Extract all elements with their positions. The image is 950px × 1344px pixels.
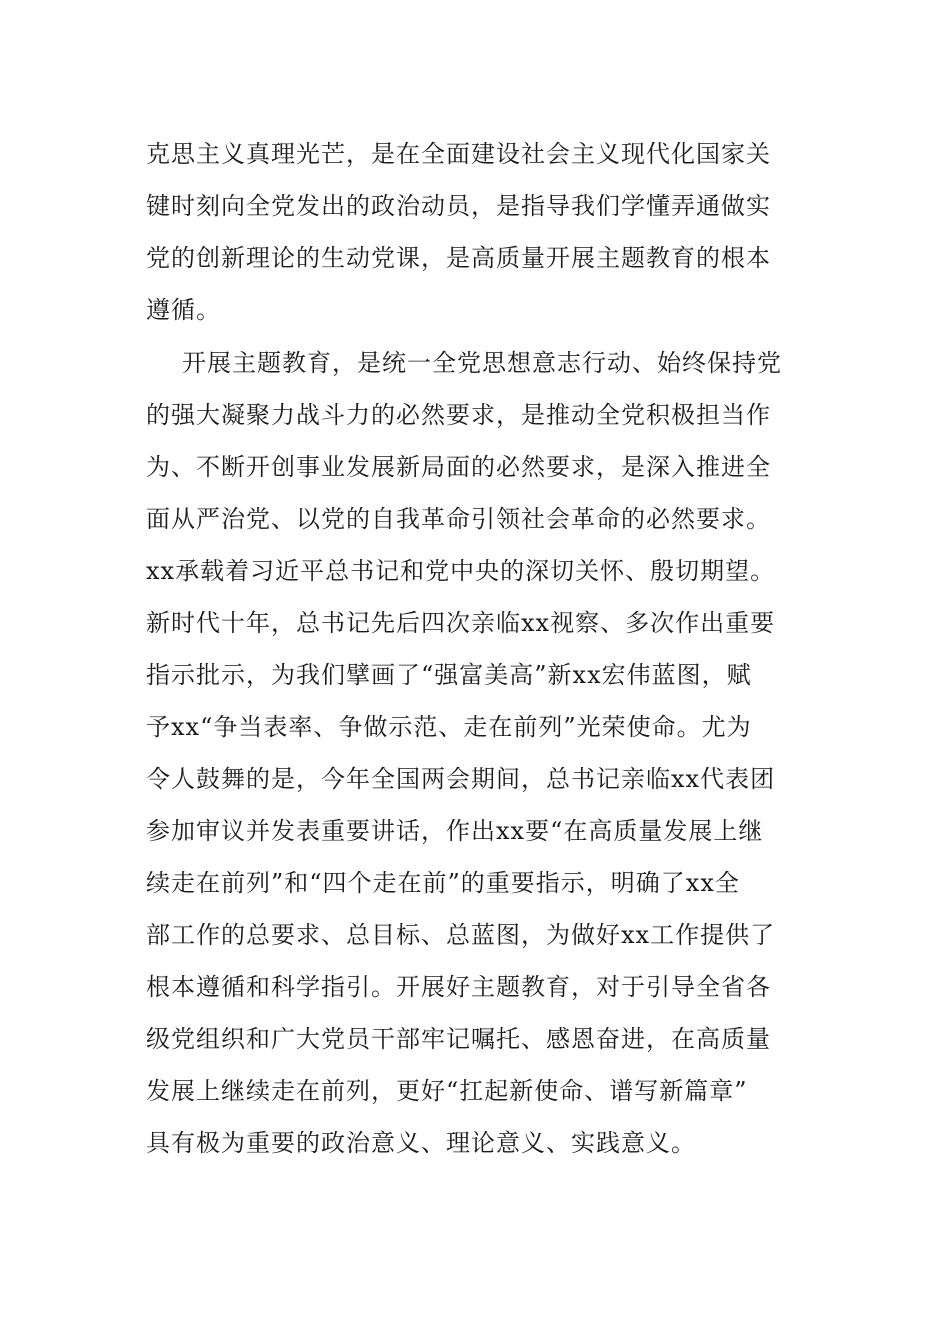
paragraph-line: 参加审议并发表重要讲话，作出xx要“在高质量发展上继: [146, 817, 764, 845]
paragraph-line: 具有极为重要的政治意义、理论意义、实践意义。: [146, 1129, 696, 1157]
paragraph-line: 为、不断开创事业发展新局面的必然要求，是深入推进全: [146, 453, 771, 481]
paragraph-line: 指示批示，为我们擘画了“强富美高”新xx宏伟蓝图，赋: [146, 661, 752, 689]
paragraph-line: 续走在前列”和“四个走在前”的重要指示，明确了xx全: [146, 869, 740, 897]
paragraph-line: 的强大凝聚力战斗力的必然要求，是推动全党积极担当作: [146, 401, 771, 429]
paragraph-line: 根本遵循和科学指引。开展好主题教育，对于引导全省各: [146, 973, 771, 1001]
paragraph-line: 级党组织和广大党员干部牢记嘱托、感恩奋进，在高质量: [146, 1025, 771, 1053]
paragraph-line: 开展主题教育，是统一全党思想意志行动、始终保持党: [182, 349, 782, 377]
paragraph-line: 遵循。: [146, 296, 221, 324]
paragraph-line: 部工作的总要求、总目标、总蓝图，为做好xx工作提供了: [146, 921, 776, 949]
paragraph-line: 克思主义真理光芒，是在全面建设社会主义现代化国家关: [146, 140, 771, 168]
paragraph-line: 党的创新理论的生动党课，是高质量开展主题教育的根本: [146, 244, 771, 272]
paragraph-line: 键时刻向全党发出的政治动员，是指导我们学懂弄通做实: [146, 192, 771, 220]
paragraph-line: 面从严治党、以党的自我革命引领社会革命的必然要求。: [146, 505, 771, 533]
paragraph-line: 令人鼓舞的是，今年全国两会期间，总书记亲临xx代表团: [146, 765, 776, 793]
paragraph-line: xx承载着习近平总书记和党中央的深切关怀、殷切期望。: [146, 557, 776, 585]
paragraph-line: 予xx“争当表率、争做示范、走在前列”光荣使命。尤为: [146, 713, 752, 741]
paragraph-line: 发展上继续走在前列，更好“扛起新使命、谱写新篇章”: [146, 1077, 748, 1105]
paragraph-line: 新时代十年，总书记先后四次亲临xx视察、多次作出重要: [146, 609, 776, 637]
